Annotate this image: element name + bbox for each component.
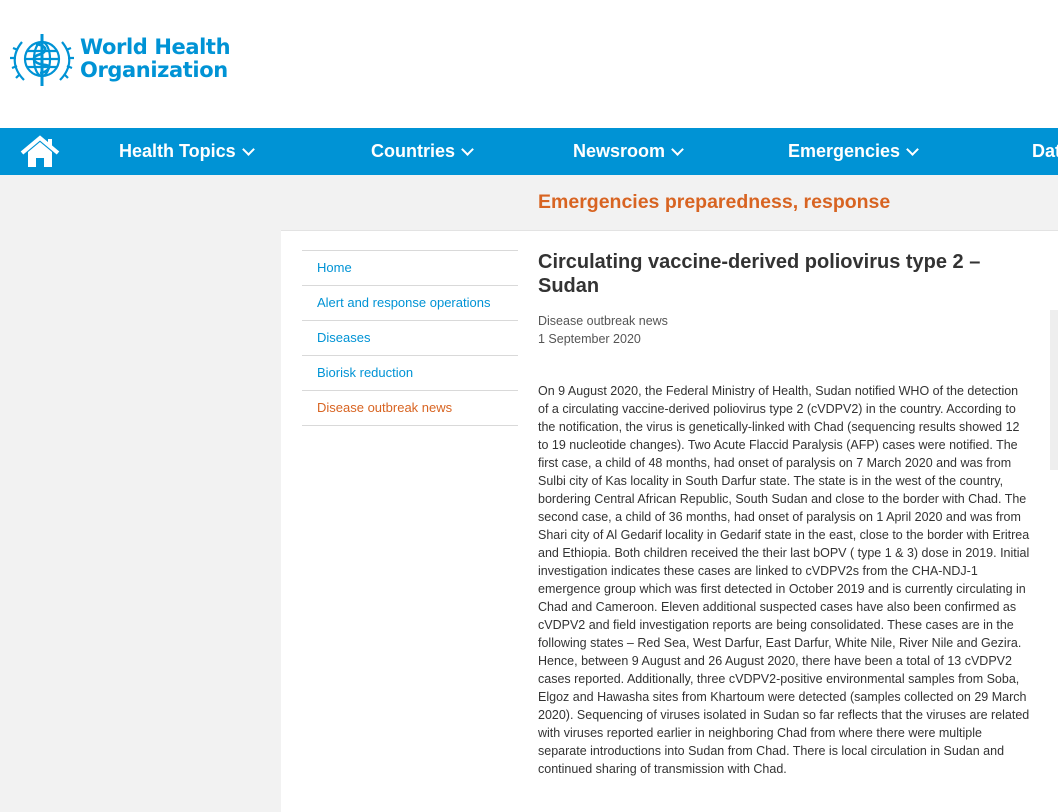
- who-logo[interactable]: [8, 28, 230, 90]
- chevron-down-icon: [242, 143, 255, 156]
- subnav-item-diseases[interactable]: Diseases: [302, 321, 518, 356]
- nav-countries[interactable]: [371, 128, 472, 175]
- who-emblem-icon: [8, 28, 76, 90]
- brand-line-1: World Health: [80, 35, 231, 59]
- who-wordmark: [80, 36, 230, 82]
- home-button[interactable]: [20, 136, 60, 168]
- nav-newsroom-label: Newsroom: [573, 141, 666, 161]
- nav-health-topics-label: Health Topics: [119, 141, 236, 161]
- chevron-down-icon: [461, 143, 474, 156]
- main-nav: [0, 128, 1061, 175]
- article-meta: [538, 312, 668, 348]
- subnav-item-biorisk[interactable]: Biorisk reduction: [302, 356, 518, 391]
- nav-data-label: Dat: [1032, 141, 1061, 161]
- nav-countries-label: Countries: [371, 141, 456, 161]
- chevron-down-icon: [671, 143, 684, 156]
- home-icon: [20, 136, 60, 168]
- scrollbar[interactable]: [1050, 310, 1058, 470]
- article-category: Disease outbreak news: [538, 314, 668, 328]
- subnav-item-disease-outbreak-news[interactable]: Disease outbreak news: [302, 391, 518, 426]
- brand-line-2: Organization: [80, 58, 228, 82]
- article-date: 1 September 2020: [538, 332, 641, 346]
- left-sidebar-background: [0, 175, 281, 812]
- section-subnav: [302, 250, 518, 426]
- nav-emergencies-label: Emergencies: [788, 141, 901, 161]
- nav-newsroom[interactable]: [573, 128, 682, 175]
- article-title: Circulating vaccine-derived poliovirus type 2 – Sudan: [538, 251, 981, 297]
- nav-data[interactable]: [1032, 128, 1061, 175]
- nav-health-topics[interactable]: [119, 128, 253, 175]
- subnav-item-home[interactable]: Home: [302, 251, 518, 286]
- nav-emergencies[interactable]: [788, 128, 917, 175]
- article-body: On 9 August 2020, the Federal Ministry of Health, Sudan notified WHO of the detection of a circulating vaccine-derived poliovirus type 2 (cVDPV2) in the country. According to the notification, the virus is genetically-linked with Chad (sequencing results showed 12 to 19 nucleotide changes). Two Acute Flaccid Paralysis (AFP) cases were notified. The first case, a child of 48 months, had onset of paralysis on 7 March 2020 and was from Sulbi city of Kas locality in South Darfur state. The state is in the west of the country, bordering Central African Republic, South Sudan and close to the border with Chad. The second case, a child of 36 months, had onset of paralysis on 1 April 2020 and was from Shari city of Al Gedarif locality in Gedarif state in the east, close to the border with Eritrea and Ethiopia. Both children received the their last bOPV ( type 1 & 3) dose in 2019. Initial investigation indicates these cases are linked to cVDPV2s from the CHA-NDJ-1 emergence group which was first detected in October 2019 and is currently circulating in Chad and Cameroon. Eleven additional suspected cases have also been confirmed as cVDPV2 and field investigation reports are being consolidated. These cases are in the following states – Red Sea, West Darfur, East Darfur, White Nile, River Nile and Gezira. Hence, between 9 August and 26 August 2020, there have been a total of 13 cVDPV2 cases reported. Additionally, three cVDPV2-positive environmental samples from Soba, Elgoz and Hawasha sites from Khartoum were detected (samples collected on 29 March 2020). Sequencing of viruses isolated in Sudan so far reflects that the viruses are related with viruses reported earlier in neighboring Chad from where there were multiple separate introductions into Sudan from Chad. There is local circulation in Sudan and continued sharing of transmission with Chad.: [538, 384, 1030, 776]
- subnav-item-alert-response[interactable]: Alert and response operations: [302, 286, 518, 321]
- chevron-down-icon: [906, 143, 919, 156]
- section-title[interactable]: Emergencies preparedness, response: [538, 191, 891, 213]
